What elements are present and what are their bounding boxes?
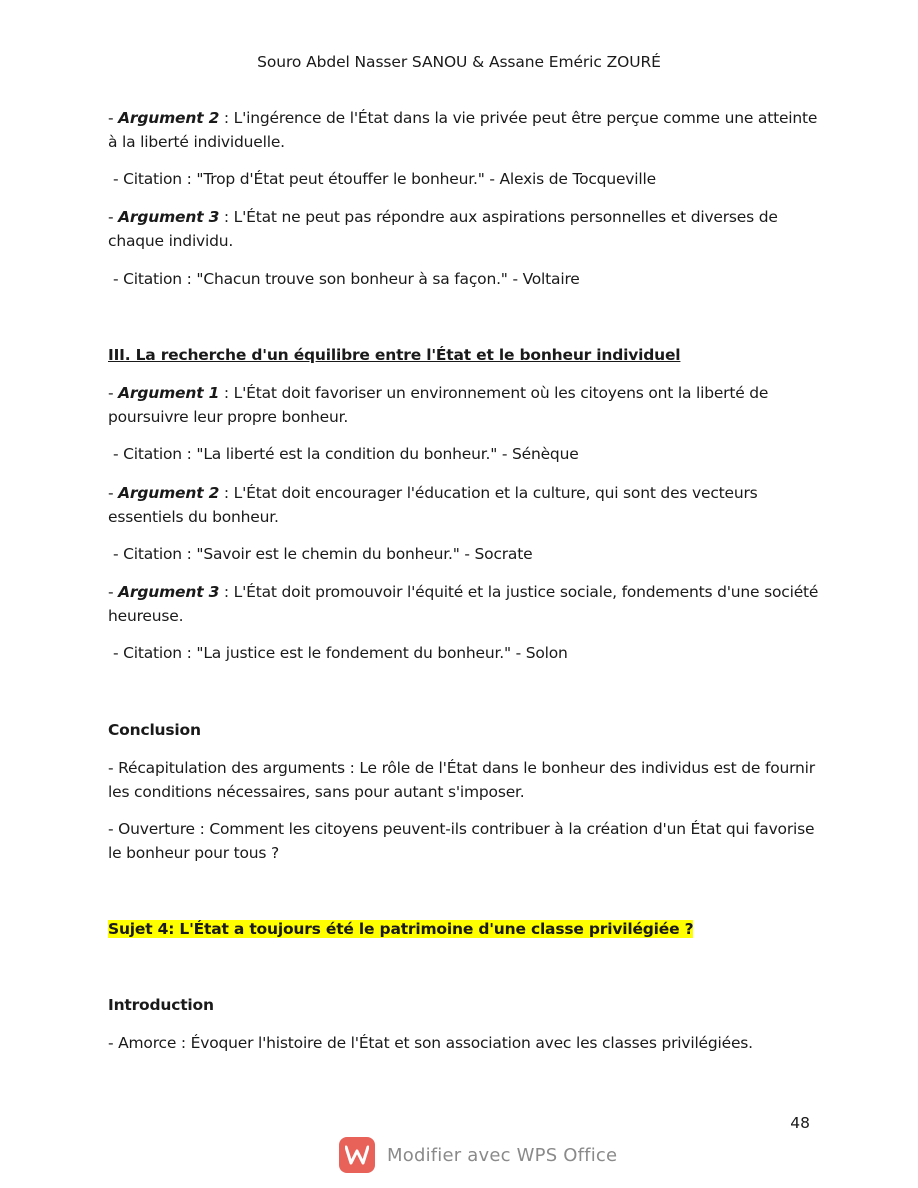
citation: - Citation : "Chacun trouve son bonheur à sa façon." - Voltaire: [113, 270, 580, 288]
page-header: Souro Abdel Nasser SANOU & Assane Eméric ZOURÉ: [257, 53, 661, 71]
paragraph: - Récapitulation des arguments : Le rôle de l'État dans le bonheur des individus est de fournir les conditions nécessaires, sans pour autant s'imposer.: [108, 759, 815, 801]
argument-label: Argument 3: [118, 583, 220, 601]
argument-label: Argument 2: [118, 109, 220, 127]
section-heading: III. La recherche d'un équilibre entre l'État et le bonheur individuel: [108, 346, 681, 364]
citation: - Citation : "Trop d'État peut étouffer le bonheur." - Alexis de Tocqueville: [113, 170, 656, 188]
section-heading: Conclusion: [108, 721, 201, 739]
wps-watermark-text: Modifier avec WPS Office: [387, 1144, 618, 1166]
citation: - Citation : "Savoir est le chemin du bonheur." - Socrate: [113, 545, 533, 563]
argument-label: Argument 2: [118, 484, 220, 502]
subject-heading: [108, 918, 820, 942]
page-number: 48: [790, 1114, 810, 1132]
wps-logo-icon: [339, 1137, 375, 1173]
highlighted-subject: Sujet 4: L'État a toujours été le patrimoine d'une classe privilégiée ?: [108, 920, 694, 938]
argument-paragraph: - Argument 2 : L'ingérence de l'État dans la vie privée peut être perçue comme une atteinte à la liberté individuelle.: [108, 109, 818, 151]
argument-paragraph: - Argument 3 : L'État ne peut pas répondre aux aspirations personnelles et diverses de chaque individu.: [108, 208, 778, 250]
citation: - Citation : "La liberté est la condition du bonheur." - Sénèque: [113, 445, 579, 463]
argument-label: Argument 3: [118, 208, 220, 226]
section-heading: Introduction: [108, 996, 214, 1014]
wps-w-glyph: [345, 1145, 369, 1165]
citation: - Citation : "La justice est le fondement du bonheur." - Solon: [113, 644, 568, 662]
argument-paragraph: - Argument 3 : L'État doit promouvoir l'équité et la justice sociale, fondements d'une société heureuse.: [108, 583, 819, 625]
argument-paragraph: - Argument 1 : L'État doit favoriser un environnement où les citoyens ont la liberté de poursuivre leur propre bonheur.: [108, 384, 769, 426]
paragraph: - Ouverture : Comment les citoyens peuvent-ils contribuer à la création d'un État qui favorise le bonheur pour tous ?: [108, 820, 815, 862]
argument-label: Argument 1: [118, 384, 220, 402]
argument-paragraph: - Argument 2 : L'État doit encourager l'éducation et la culture, qui sont des vecteurs essentiels du bonheur.: [108, 484, 758, 526]
wps-watermark[interactable]: [339, 1137, 617, 1173]
paragraph: - Amorce : Évoquer l'histoire de l'État et son association avec les classes privilégiées.: [108, 1034, 753, 1052]
